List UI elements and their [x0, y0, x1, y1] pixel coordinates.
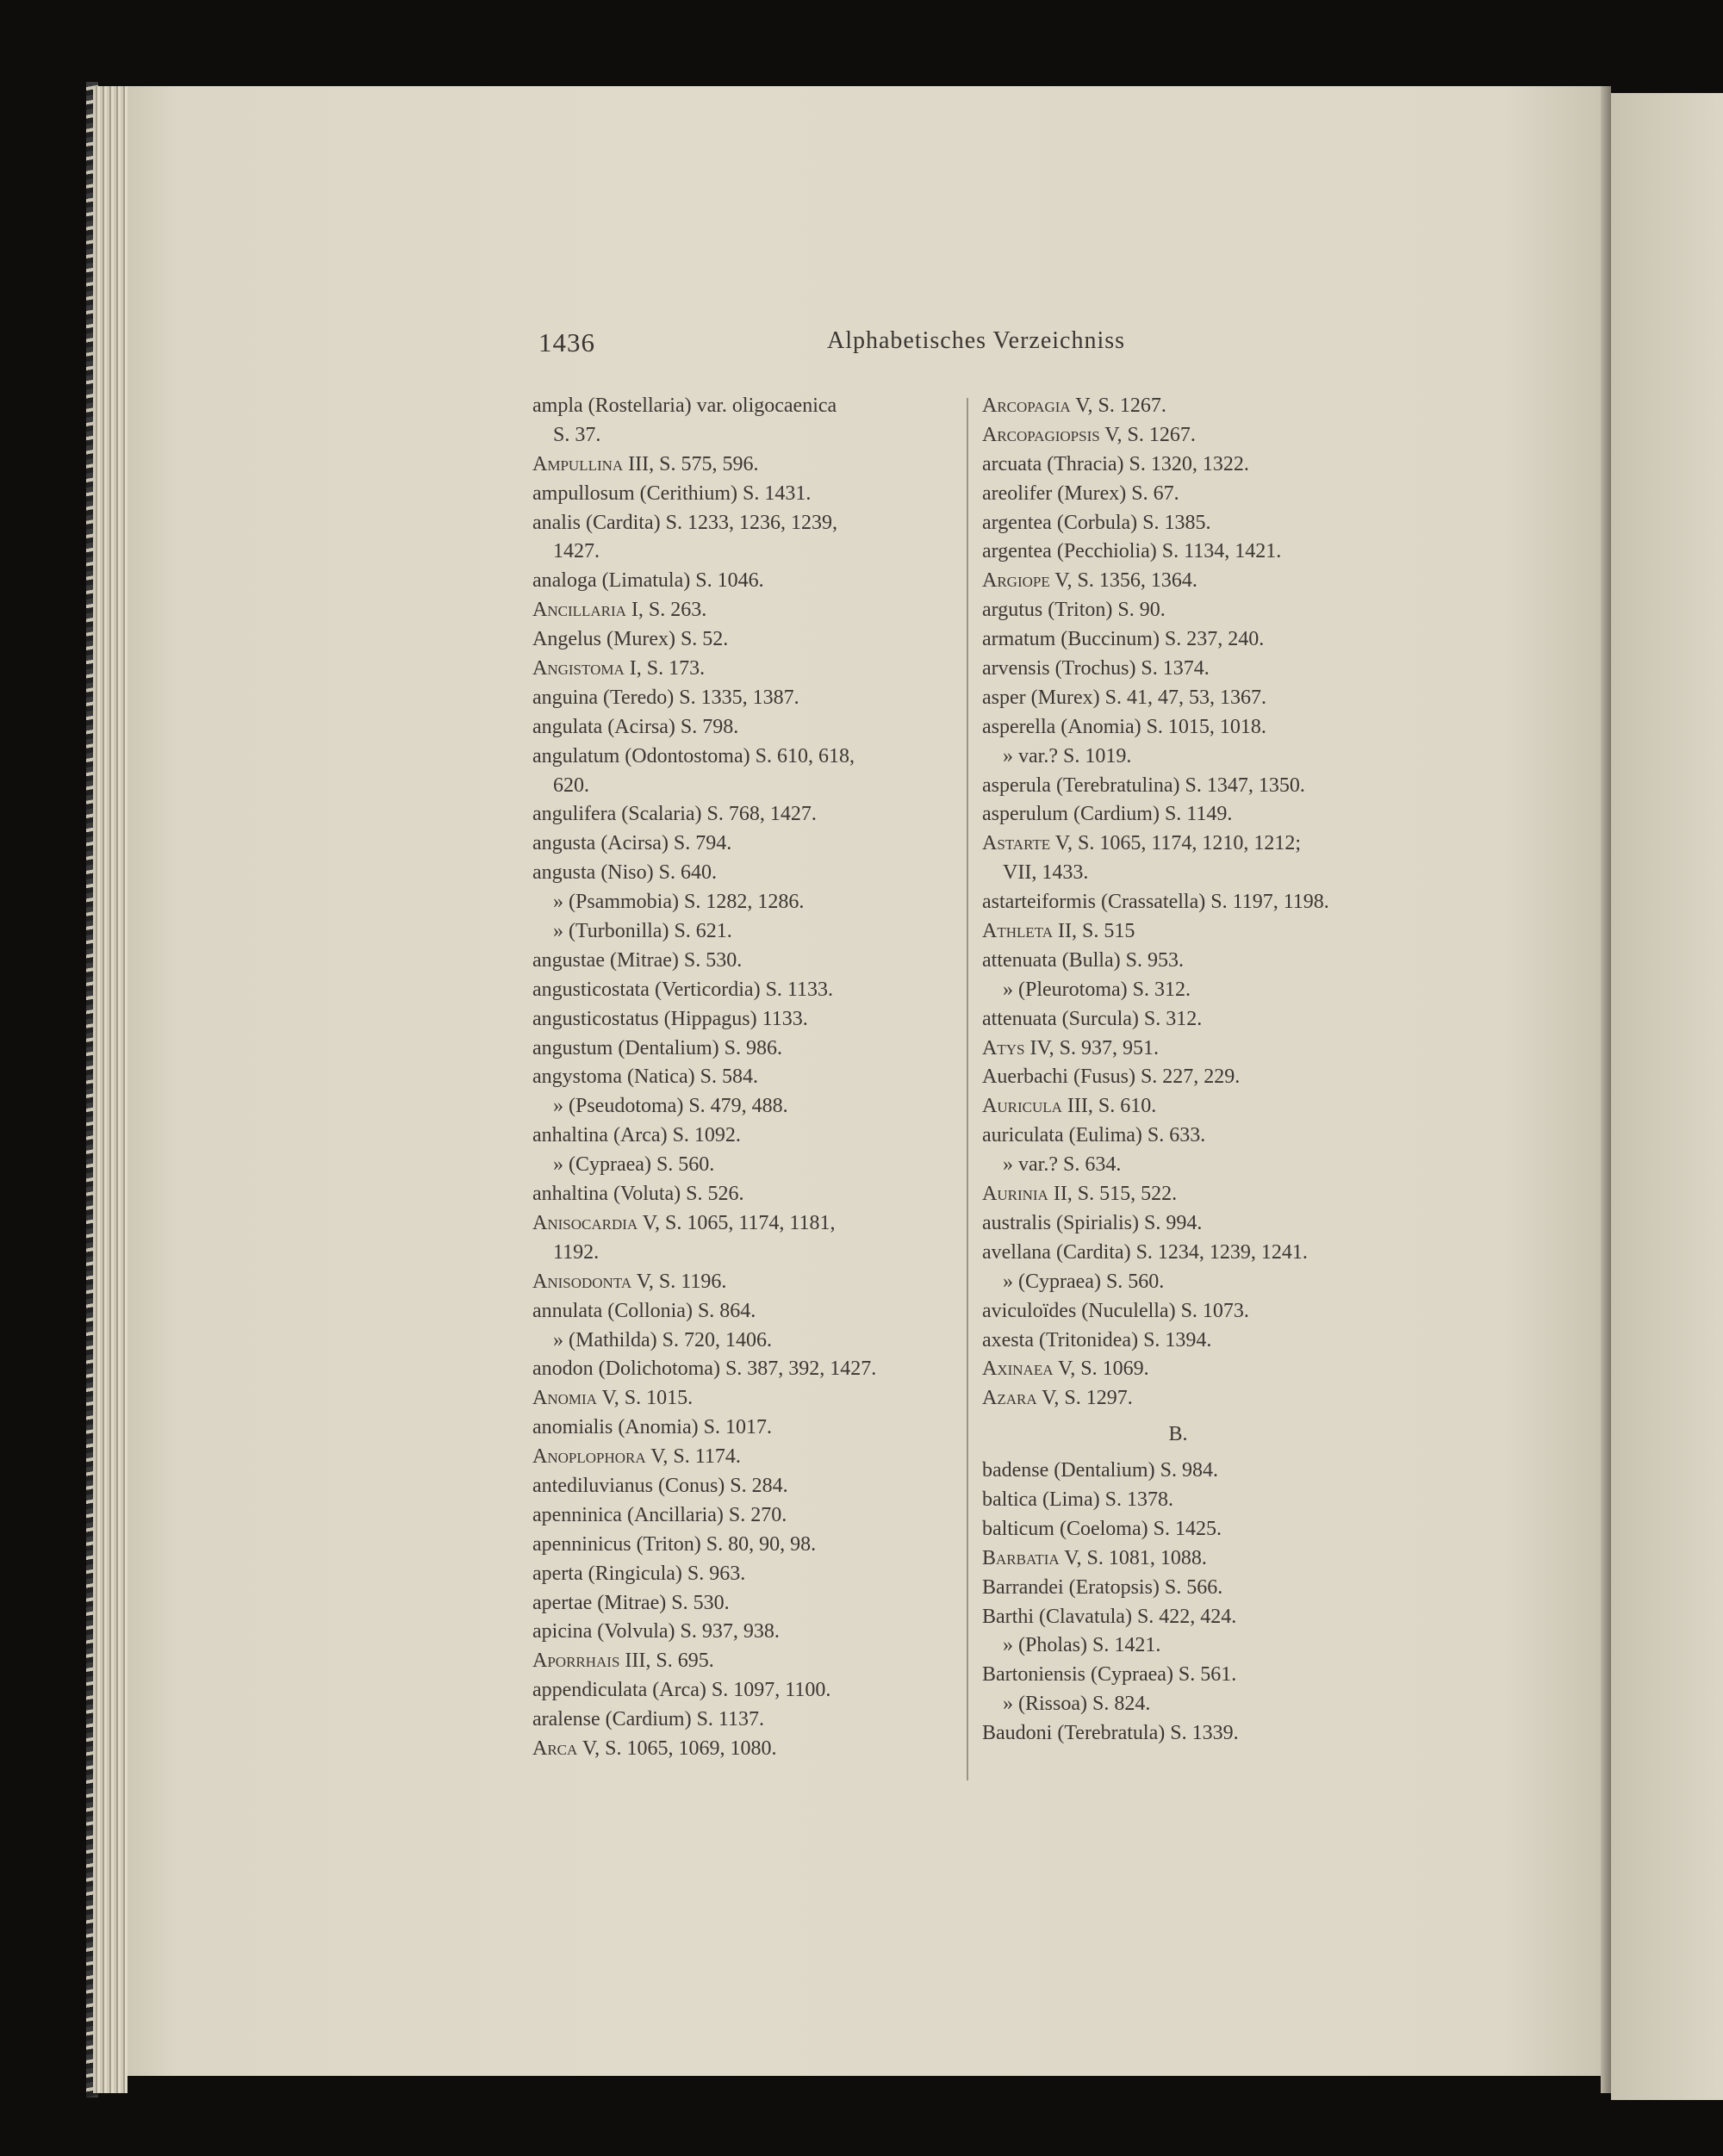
index-entry: aperta (Ringicula) S. 963. — [532, 1562, 746, 1585]
index-entry: Astarte V, S. 1065, 1174, 1210, 1212; — [982, 832, 1302, 855]
index-entry: angustae (Mitrae) S. 530. — [532, 948, 743, 972]
index-entry: Baudoni (Terebratula) S. 1339. — [982, 1722, 1239, 1745]
index-entry: Aporrhais III, S. 695. — [532, 1650, 714, 1673]
index-entry: arvensis (Trochus) S. 1374. — [982, 657, 1210, 680]
index-entry: angulatum (Odontostoma) S. 610, 618, — [532, 744, 855, 767]
index-entry: arcuata (Thracia) S. 1320, 1322. — [982, 452, 1249, 475]
index-entry: Arcopagia V, S. 1267. — [982, 395, 1166, 417]
index-entry: apenninicus (Triton) S. 80, 90, 98. — [532, 1532, 817, 1556]
index-entry: Axinaea V, S. 1069. — [982, 1358, 1149, 1381]
index-entry: angusticostatus (Hippagus) 1133. — [532, 1007, 808, 1030]
index-entry: » var.? S. 634. — [1003, 1153, 1122, 1177]
book-gutter — [1601, 86, 1611, 2093]
index-entry: argutus (Triton) S. 90. — [982, 599, 1166, 622]
index-entry: angulifera (Scalaria) S. 768, 1427. — [532, 803, 817, 826]
index-entry: Auerbachi (Fusus) S. 227, 229. — [982, 1066, 1241, 1089]
index-entry: apenninica (Ancillaria) S. 270. — [532, 1503, 787, 1526]
index-entry: baltica (Lima) S. 1378. — [982, 1488, 1173, 1511]
page-number: 1436 — [538, 327, 595, 357]
index-entry: asperella (Anomia) S. 1015, 1018. — [982, 715, 1266, 738]
index-entry: australis (Spirialis) S. 994. — [982, 1211, 1203, 1234]
index-entry: 1427. — [553, 540, 600, 563]
index-entry: armatum (Buccinum) S. 237, 240. — [982, 628, 1265, 651]
index-entry: Argiope V, S. 1356, 1364. — [982, 569, 1197, 593]
index-entry: anhaltina (Voluta) S. 526. — [532, 1183, 744, 1206]
index-entry: » (Cypraea) S. 560. — [1003, 1270, 1165, 1293]
index-entry: anomialis (Anomia) S. 1017. — [532, 1416, 772, 1439]
running-title: Alphabetisches Verzeichniss — [827, 327, 1126, 354]
index-entry: » (Mathilda) S. 720, 1406. — [553, 1328, 772, 1351]
index-entry: Ancillaria I, S. 263. — [532, 599, 707, 622]
page-edges — [93, 86, 128, 2093]
index-entry: » (Rissoa) S. 824. — [1003, 1693, 1151, 1716]
index-entry: Anoplophora V, S. 1174. — [532, 1445, 741, 1469]
index-entry: » var.? S. 1019. — [1003, 744, 1132, 767]
index-entry: asperula (Terebratulina) S. 1347, 1350. — [982, 774, 1305, 797]
index-entry: balticum (Coeloma) S. 1425. — [982, 1517, 1222, 1540]
index-entry: argentea (Pecchiolia) S. 1134, 1421. — [982, 540, 1282, 563]
index-entry: areolifer (Murex) S. 67. — [982, 482, 1179, 505]
index-entry: VII, 1433. — [1003, 861, 1089, 885]
index-entry: Angistoma I, S. 173. — [532, 657, 706, 680]
right-page-edge — [1611, 93, 1723, 2100]
index-entry: 620. — [553, 774, 589, 797]
index-entry: angusticostata (Verticordia) S. 1133. — [532, 978, 834, 1001]
index-entry: Anisodonta V, S. 1196. — [532, 1270, 727, 1293]
index-entry: attenuata (Bulla) S. 953. — [982, 948, 1184, 972]
index-entry: Ampullina III, S. 575, 596. — [532, 452, 759, 475]
index-entry: axesta (Tritonidea) S. 1394. — [982, 1328, 1212, 1351]
index-entry: Aurinia II, S. 515, 522. — [982, 1183, 1178, 1206]
index-entry: analis (Cardita) S. 1233, 1236, 1239, — [532, 511, 837, 534]
index-entry: Anomia V, S. 1015. — [532, 1387, 694, 1410]
index-entry: avellana (Cardita) S. 1234, 1239, 1241. — [982, 1240, 1308, 1264]
section-heading: B. — [1168, 1423, 1188, 1446]
index-entry: angystoma (Natica) S. 584. — [532, 1066, 758, 1089]
index-column-left — [532, 392, 955, 1764]
index-entry: annulata (Collonia) S. 864. — [532, 1299, 756, 1322]
index-entry: Arca V, S. 1065, 1069, 1080. — [532, 1737, 777, 1760]
index-entry: anguina (Teredo) S. 1335, 1387. — [532, 686, 799, 709]
index-entry: Auricula III, S. 610. — [982, 1095, 1157, 1118]
index-entry: apicina (Volvula) S. 937, 938. — [532, 1620, 780, 1643]
index-entry: argentea (Corbula) S. 1385. — [982, 511, 1211, 534]
index-entry: Bartoniensis (Cypraea) S. 561. — [982, 1663, 1237, 1687]
index-entry: Anisocardia V, S. 1065, 1174, 1181, — [532, 1211, 836, 1234]
index-entry: angustum (Dentalium) S. 986. — [532, 1036, 782, 1059]
index-entry: Barbatia V, S. 1081, 1088. — [982, 1546, 1207, 1569]
index-entry: » (Psammobia) S. 1282, 1286. — [553, 891, 805, 914]
index-entry: anhaltina (Arca) S. 1092. — [532, 1124, 741, 1147]
index-entry: appendiculata (Arca) S. 1097, 1100. — [532, 1679, 831, 1702]
index-entry: » (Pleurotoma) S. 312. — [1003, 978, 1191, 1001]
index-entry: Barthi (Clavatula) S. 422, 424. — [982, 1605, 1237, 1628]
index-entry: 1192. — [553, 1240, 600, 1264]
index-entry: ampullosum (Cerithium) S. 1431. — [532, 482, 812, 505]
index-entry: angusta (Acirsa) S. 794. — [532, 832, 732, 855]
index-entry: ampla (Rostellaria) var. oligocaenica — [532, 395, 837, 417]
column-divider — [967, 398, 968, 1780]
index-entry: S. 37. — [553, 423, 601, 446]
index-entry: angulata (Acirsa) S. 798. — [532, 715, 739, 738]
page-header — [538, 327, 1391, 370]
index-entry: attenuata (Surcula) S. 312. — [982, 1007, 1203, 1030]
index-entry: aviculoïdes (Nuculella) S. 1073. — [982, 1299, 1249, 1322]
index-entry: » (Pseudotoma) S. 479, 488. — [553, 1095, 788, 1118]
index-entry: Athleta II, S. 515 — [982, 920, 1135, 943]
index-entry: auriculata (Eulima) S. 633. — [982, 1124, 1206, 1147]
index-entry: badense (Dentalium) S. 984. — [982, 1459, 1218, 1482]
index-entry: asper (Murex) S. 41, 47, 53, 1367. — [982, 686, 1266, 709]
index-entry: Angelus (Murex) S. 52. — [532, 628, 729, 651]
index-entry: Atys IV, S. 937, 951. — [982, 1036, 1160, 1059]
index-entry: Barrandei (Eratopsis) S. 566. — [982, 1575, 1223, 1599]
index-entry: Arcopagiopsis V, S. 1267. — [982, 423, 1196, 446]
index-entry: astarteiformis (Crassatella) S. 1197, 1198. — [982, 891, 1329, 914]
index-entry: Azara V, S. 1297. — [982, 1387, 1133, 1410]
index-entry: anodon (Dolichotoma) S. 387, 392, 1427. — [532, 1358, 877, 1381]
index-entry: aralense (Cardium) S. 1137. — [532, 1708, 765, 1731]
index-entry: » (Pholas) S. 1421. — [1003, 1634, 1161, 1657]
index-entry: angusta (Niso) S. 640. — [532, 861, 717, 885]
index-entry: analoga (Limatula) S. 1046. — [532, 569, 764, 593]
index-entry: » (Cypraea) S. 560. — [553, 1153, 715, 1177]
index-entry: asperulum (Cardium) S. 1149. — [982, 803, 1233, 826]
index-column-right — [982, 392, 1409, 1749]
index-entry: antediluvianus (Conus) S. 284. — [532, 1474, 788, 1497]
index-entry: » (Turbonilla) S. 621. — [553, 920, 732, 943]
index-entry: apertae (Mitrae) S. 530. — [532, 1591, 730, 1614]
